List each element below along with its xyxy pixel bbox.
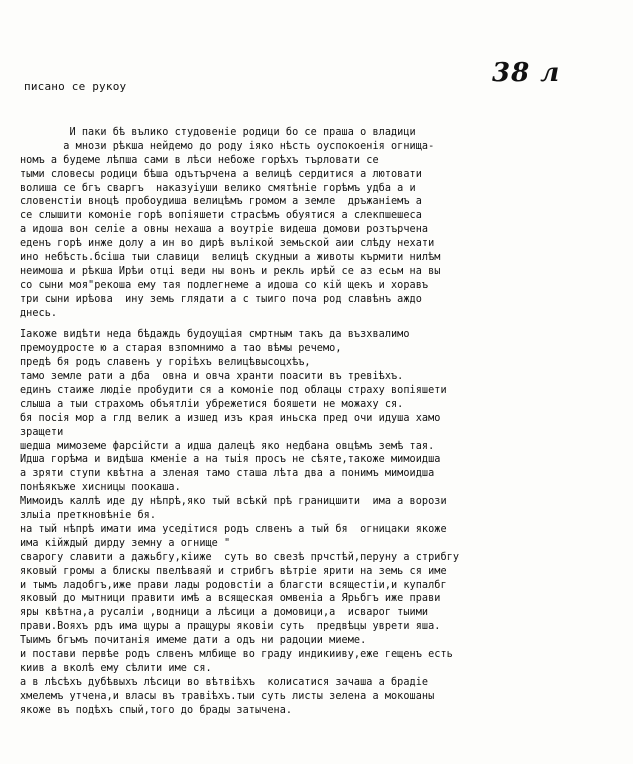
text-line: тыми словесы родици бѣша одътърчена а велицѣ сердитися а лютовати: [20, 168, 422, 180]
text-line: еденъ горѣ инже долу а ин во дирѣ вълікой земьской аии слѣду нехати: [20, 238, 435, 250]
text-line: словенстіи вноцѣ пробоудиша велицѣмъ громом а земле дръжанiемъ а: [20, 196, 422, 208]
text-line: предѣ бя родъ славенъ у горіѣхъ велицѣвысоцхѣъ,: [20, 357, 311, 369]
text-line: а зряти ступи квѣтна а зленая тамо сташа лѣта два а понимъ мимоидша: [20, 468, 435, 480]
text-line: Іакоже видѣти неда бѣдаждь будоущіая смртным такъ да възхвалимо: [20, 329, 410, 341]
text-line: киив а вколѣ ему сѣлити име ся.: [20, 662, 212, 674]
text-line: а мнози рѣкша нейдемо до роду іяко нѣсть оуспокоенія огнища-: [20, 140, 435, 152]
text-line: и тымъ ладобгъ,иже прави лады родовстіи а благсти всящестіи,и купалбг: [20, 579, 447, 591]
text-line: три сыни ирѣова ину земь глядати а с тыиго поча род славѣнъ аждо: [20, 293, 422, 305]
text-line: днесь.: [20, 307, 58, 319]
text-line: яковый до мытници правити имѣ а всящеская омвеніа а Ярьбгъ иже прави: [20, 593, 441, 605]
text-line: зращети: [20, 426, 64, 438]
text-line: и постави первѣе родъ слвенъ млбище во граду индикииву,еже гещенъ есть: [20, 648, 453, 660]
text-line: шедша мимоземе фарсійсти а идша далецѣ яко недбана овцѣмъ земѣ тая.: [20, 440, 435, 452]
text-line: злыіа преткновѣніе бя.: [20, 510, 157, 522]
text-line: а идоша вон селіе а овны нехаша а воутріе видеша домови розтърчена: [20, 224, 429, 236]
text-line: сварогу славити а дажьбгу,кіиже суть во свезѣ прчстѣй,перуну а стрибгу: [20, 551, 460, 563]
text-line: неимоша и рѣкша Ирѣи отці веди ны вонъ и рекль ирѣй се аз есьм на вы: [20, 265, 441, 277]
text-line: Тыимъ бгъмъ почитанія имеме дати а одъ ни радоции миеме.: [20, 635, 367, 647]
text-line: со сыни моя"рекоша ему тая подлегнеме а идоша со кій щекъ и хоравъ: [20, 279, 429, 291]
paragraph-gap: [20, 320, 630, 328]
text-line: Идша горѣма и видѣша кменіе а на тыія просъ не сѣяте,такоже мимоидша: [20, 454, 441, 466]
text-line: има кійждый дирду земну а огнище ": [20, 537, 231, 549]
text-line: якоже въ подѣхъ спый,того до брады затычена.: [20, 704, 293, 716]
text-line: понѣякъже хисницы поокаша.: [20, 482, 181, 494]
text-line: хмелемъ утчена,и власы въ травіѣхъ.тыи суть листы зелена а мокошаны: [20, 690, 435, 702]
header-label: писано се рукоу: [24, 80, 127, 93]
text-line: Мимоидъ каллѣ иде ду нѣпрѣ,яко тый всѣкй прѣ границшити има а ворози: [20, 496, 447, 508]
text-line: И паки бѣ вълико студовеніе родици бо се праша о владици: [20, 127, 416, 138]
text-line: номъ а будеме лѣпша сами в лѣси небоже горѣхъ търловати се: [20, 154, 379, 166]
text-line: а в лѣсѣхъ дубѣвыхъ лѣсици во вѣтвіѣхъ колисатися зачаша а брадіе: [20, 676, 429, 688]
text-line: слыша а тыи страхомъ объятліи убрежетися бояшети не можаху ся.: [20, 398, 404, 410]
text-line: се слышити комоніе горѣ вопіяшети страсѣмъ обуятися а слекпшешеса: [20, 210, 422, 222]
text-line: бя посія мор а глд велик а изшед изъ края иньска пред очи идуша хамо: [20, 412, 441, 424]
paragraph-2: [20, 328, 630, 717]
text-line: прави.Вояхъ рдъ има щуры а пращуры яковіи суть предвѣцы уврети яша.: [20, 621, 441, 633]
text-line: ино небѣсть.бсіша тыи славици велицѣ скудныи а животы кърмити нилѣм: [20, 252, 441, 264]
body-text: [20, 126, 630, 717]
text-line: премоудросте ю а старая взпомнимо а тао вѣмы речемо,: [20, 343, 342, 355]
page-number: 38 л: [492, 58, 561, 88]
text-line: яковый громы а блискы пвелѣваяй и стрибгъ вѣтріе ярити на земь ся име: [20, 565, 447, 577]
text-line: единъ стаиже людіе пробудити ся а комоніе под облацы страху вопіяшети: [20, 385, 447, 397]
text-line: на тый нѣпрѣ имати има уседітися родъ слвенъ а тый бя огницаки якоже: [20, 523, 447, 535]
text-line: тамо земле рати а дба овна и овча хранти поасити въ тревіѣхъ.: [20, 371, 404, 383]
text-line: волиша се бгъ сваргъ наказуіуши велико смятѣніе горѣмъ удба а и: [20, 182, 416, 194]
text-line: яры квѣтна,а русаліи ,водници а лѣсици а домовици,а исварог тыими: [20, 607, 429, 619]
paragraph-1: [20, 126, 630, 320]
